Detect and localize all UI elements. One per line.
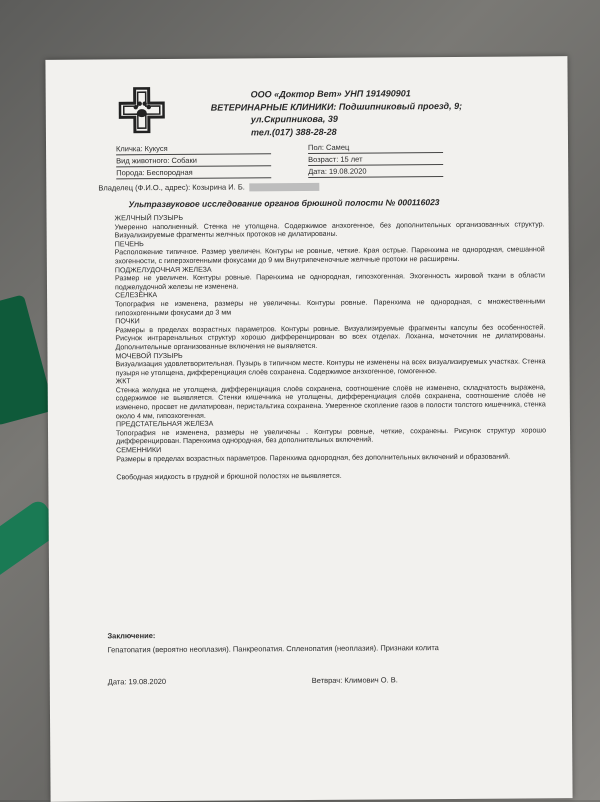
section-heading: ЖКТ <box>115 377 131 386</box>
exam-body <box>114 211 546 482</box>
conclusion-text: Гепатопатия (вероятно неоплазия). Панкреопатия. Спленопатия (неоплазия). Признаки колита <box>107 643 439 655</box>
section-pancreas <box>115 263 545 292</box>
signature-date: Дата: 19.08.2020 <box>107 677 167 687</box>
section-text: Размеры в пределах возрастных параметров. Контуры ровные. Визуализируемые фрагменты капсулы без особенностей. Рисунок интраренальных структур хорошо дифференцирован во всех отделах. Лоханка, мочеточник не дилатированы. Дополнительные организованные включения не выявляется. <box>115 323 546 352</box>
header-company: ООО «Доктор Вет» УНП 191490901 <box>250 88 411 100</box>
section-text: Стенка желудка не утолщена, дифференциация слоёв сохранена, соотношение слоёв не изменено, складчатость выражена, содержимое не выявляется. Стенки кишечника не утолщены, дифференциация слоёв сохранена, соотношение слоёв не изменено, просвет не дилатирован, перистальтика сохранена. Умеренное скопление газов в полости толстого кишечника, стенка около 4 мм, гипоэхогенная. <box>115 383 546 421</box>
conclusion-block <box>107 628 547 655</box>
conclusion-heading: Заключение: <box>107 631 156 641</box>
header-street: ул.Скрипникова, 39 <box>250 113 338 125</box>
section-prostate <box>116 418 546 447</box>
section-text: Топография не изменена, размеры не увеличены. Контуры ровные. Паренхима не однородная, с множественными гипоэхогенными фокусами до 3 мм <box>115 297 546 317</box>
section-heading: СЕМЕННИКИ <box>116 446 162 455</box>
section-heading: ЖЕЛЧНЫЙ ПУЗЫРЬ <box>114 213 184 223</box>
section-text: Умеренно наполненный. Стенка не утолщена. Содержимое анэхогенное, без дополнительных организованных структур. Визуализируемые фрагменты желчных протоков не дилатированы. <box>114 219 545 240</box>
owner-line <box>98 182 319 193</box>
section-liver <box>115 237 545 266</box>
section-text: Расположение типичное. Размер увеличен. Контуры не ровные, четкие. Края острые. Паренхима не однородная, смешанной эхогенности, с гиперэхогенными фокусами до 9 мм Внутрипеченочные желчные протоки не расширены. <box>114 245 545 266</box>
section-testes <box>116 443 546 463</box>
clinic-header <box>210 86 551 138</box>
field-sex: Пол: Самец <box>308 141 443 154</box>
field-species: Вид животного: Собаки <box>116 154 271 167</box>
section-heading: ПРЕДСТАТЕЛЬНАЯ ЖЕЛЕЗА <box>115 419 214 429</box>
document-page <box>45 56 572 802</box>
field-breed: Порода: Беспородная <box>116 166 271 179</box>
section-gallbladder <box>114 211 544 240</box>
section-heading: ПОДЖЕЛУДОЧНАЯ ЖЕЛЕЗА <box>114 265 212 274</box>
section-kidneys <box>115 314 545 351</box>
section-gi-tract <box>116 375 546 421</box>
section-text: Размеры в пределах возрастных параметров. Паренхима однородная, без дополнительных включений и образований. <box>116 452 511 463</box>
header-clinics: ВЕТЕРИНАРНЫЕ КЛИНИКИ: Подшипниковый проезд, 9; <box>210 100 463 113</box>
field-date: Дата: 19.08.2020 <box>308 165 443 178</box>
section-heading: МОЧЕВОЙ ПУЗЫРЬ <box>115 351 183 360</box>
exam-title: Ультразвуковое исследование органов брюшной полости № 000116023 <box>128 197 440 210</box>
field-age: Возраст: 15 лет <box>308 153 443 166</box>
free-fluid-note: Свободная жидкость в грудной и брюшной полостях не выявляется. <box>116 471 342 482</box>
section-text: Визуализация удовлетворительная. Пузырь в типичном месте. Контуры не изменены на всех визуализируемых участках. Стенка пузыря не утолщена, дифференциация слоёв сохранена. Содержимое анэхогенное, гомогенное. <box>115 357 546 378</box>
section-bladder <box>115 349 545 378</box>
signature-vet: Ветврач: Климович О. В. <box>311 675 398 685</box>
field-nickname: Кличка: Кукуся <box>116 142 271 155</box>
section-spleen <box>115 289 545 318</box>
header-phone: тел.(017) 388-28-28 <box>250 126 337 137</box>
section-heading: СЕЛЕЗЁНКА <box>115 291 158 300</box>
section-heading: ПЕЧЕНЬ <box>114 239 144 249</box>
section-text: Топография не изменена, размеры не увеличены . Контуры ровные, четкие, сохранены. Рисунок структур хорошо дифференцирован. Паренхима однородная, без дополнительных включений. <box>115 426 547 446</box>
section-text: Размер не увеличен. Контуры ровные. Паренхима не однородная, гипоэхогенная. Эхогенность жировой ткани в области поджелудочной железы не изменена. <box>114 271 545 292</box>
clinic-cross-logo <box>119 87 165 133</box>
redacted-block <box>249 183 319 191</box>
owner-text: Владелец (Ф.И.О., адрес): Козырина И. Б. <box>98 182 245 193</box>
section-heading: ПОЧКИ <box>115 317 140 326</box>
